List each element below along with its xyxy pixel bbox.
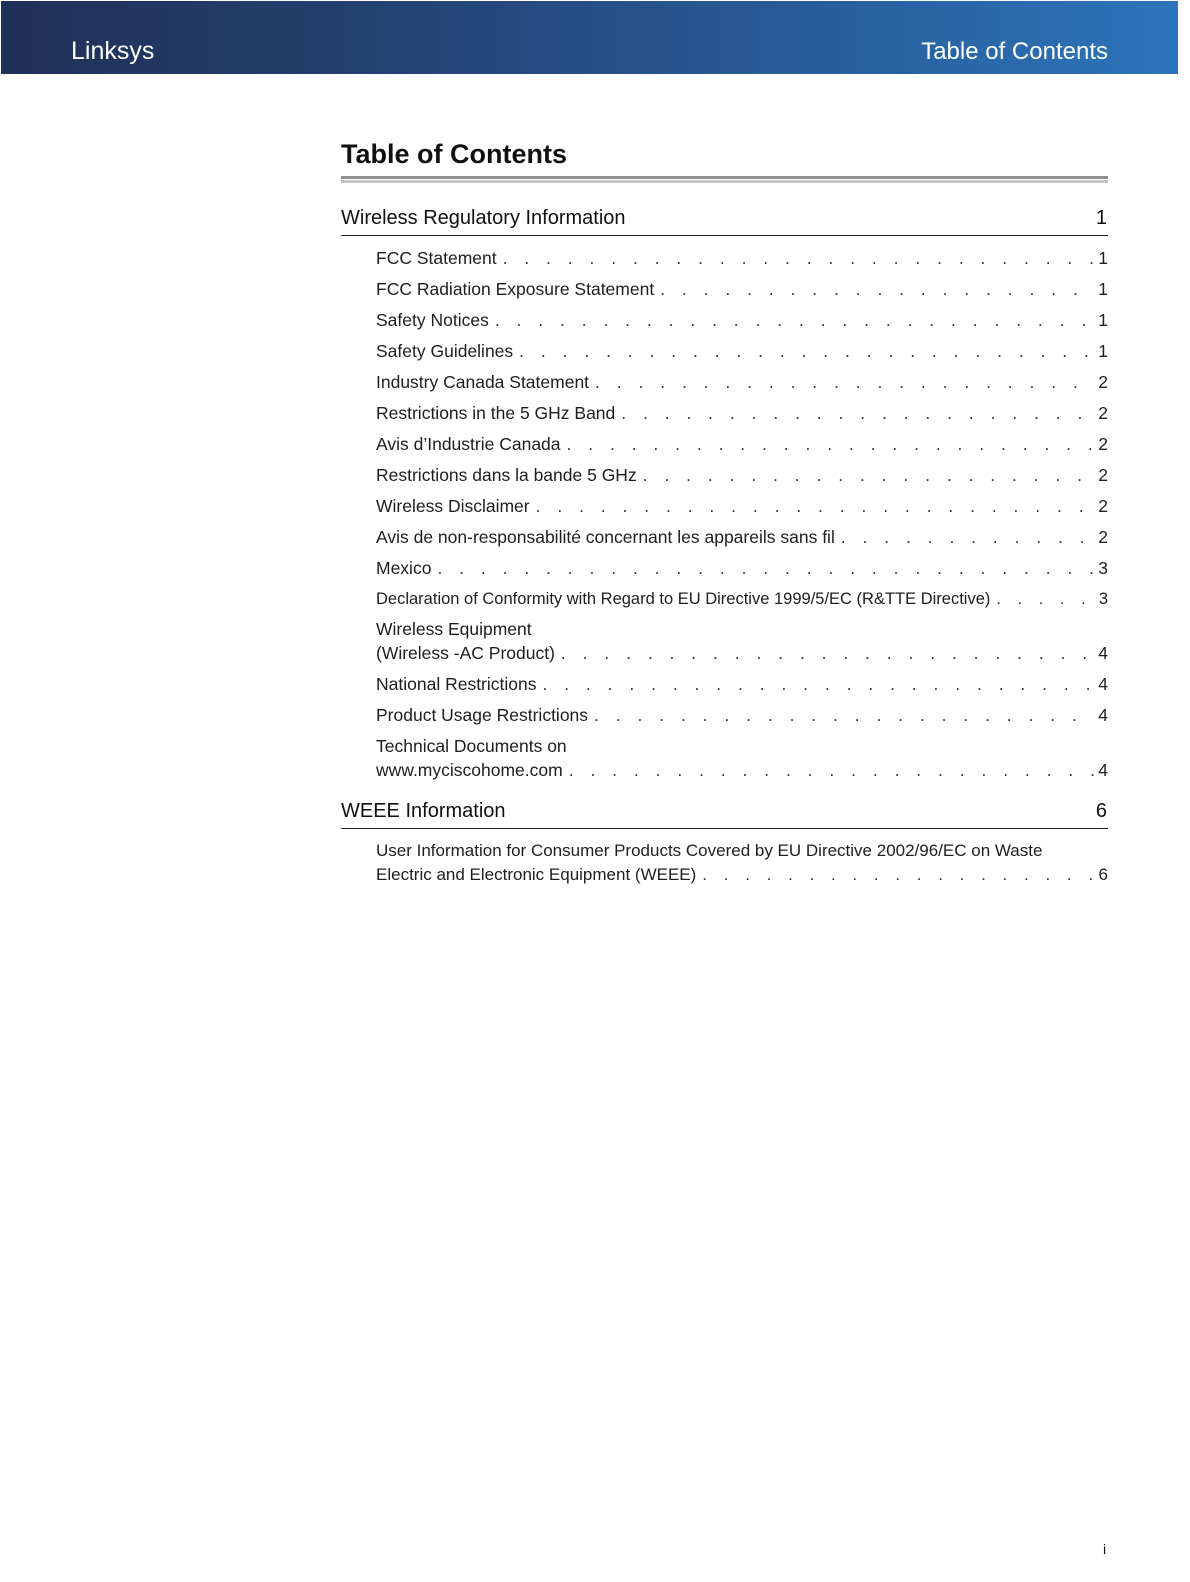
- header-title: Table of Contents: [921, 38, 1108, 65]
- toc-entry[interactable]: [376, 839, 1108, 887]
- dot-leader: [536, 494, 1095, 518]
- entry-title-line-1: User Information for Consumer Products Covered by EU Directive 2002/96/EC on Waste: [376, 841, 1043, 860]
- page-number: i: [1103, 1541, 1107, 1557]
- entry-title: Industry Canada Statement: [376, 372, 590, 392]
- entry-title: Safety Notices: [376, 310, 489, 330]
- entry-title: Avis d’Industrie Canada: [376, 434, 561, 454]
- toc-entry[interactable]: [376, 556, 1108, 580]
- entry-title-line-2: Electric and Electronic Equipment (WEEE): [376, 865, 697, 884]
- dot-leader: [567, 432, 1095, 456]
- brand-name: Linksys: [71, 37, 155, 65]
- page-header: [1, 1, 1178, 74]
- entry-title: Restrictions in the 5 GHz Band: [376, 403, 616, 423]
- dot-leader: [519, 339, 1094, 363]
- toc-entry[interactable]: [376, 339, 1108, 363]
- dot-leader: [841, 525, 1094, 549]
- entry-title-line-1: Technical Documents on: [376, 736, 567, 756]
- toc-section-heading[interactable]: [341, 793, 1108, 829]
- entry-title: Wireless Disclaimer: [376, 496, 530, 516]
- dot-leader: [569, 758, 1095, 782]
- entry-page-number: 4: [1098, 760, 1108, 780]
- entry-title: Declaration of Conformity with Regard to EU Directive 1999/5/EC (R&TTE Directive): [376, 590, 991, 608]
- toc-entry[interactable]: [376, 277, 1108, 301]
- section-title: Wireless Regulatory Information: [341, 207, 626, 229]
- toc-entry[interactable]: [376, 432, 1108, 456]
- entry-title-line-2: (Wireless -AC Product): [376, 643, 555, 663]
- entry-page-number: 2: [1098, 434, 1108, 454]
- toc-entry[interactable]: [376, 672, 1108, 696]
- entry-page-number: 2: [1098, 496, 1108, 516]
- entry-page-number: 4: [1098, 674, 1108, 694]
- entry-page-number: 1: [1098, 310, 1108, 330]
- toc-entry[interactable]: [376, 463, 1108, 487]
- dot-leader: [702, 863, 1094, 887]
- entry-page-number: 2: [1098, 372, 1108, 392]
- entry-title-line-1: Wireless Equipment: [376, 619, 532, 639]
- entry-title: Safety Guidelines: [376, 341, 514, 361]
- entry-page-number: 2: [1098, 527, 1108, 547]
- dot-leader: [561, 641, 1094, 665]
- title-rule: [341, 176, 1108, 183]
- toc-entry[interactable]: [376, 246, 1108, 270]
- entry-title: Avis de non-responsabilité concernant les appareils sans fil: [376, 527, 835, 547]
- toc-entry[interactable]: [376, 734, 1108, 782]
- dot-leader: [542, 672, 1094, 696]
- toc-entry[interactable]: [376, 370, 1108, 394]
- dot-leader: [996, 587, 1094, 611]
- entry-title-line-2: www.myciscohome.com: [376, 760, 563, 780]
- entry-page-number: 1: [1098, 248, 1108, 268]
- section-title: WEEE Information: [341, 800, 506, 822]
- dot-leader: [595, 370, 1094, 394]
- entry-page-number: 3: [1098, 590, 1108, 608]
- toc-entry[interactable]: [376, 525, 1108, 549]
- dot-leader: [437, 556, 1094, 580]
- entry-title: Mexico: [376, 558, 432, 578]
- entry-page-number: 3: [1098, 558, 1108, 578]
- dot-leader: [643, 463, 1095, 487]
- entry-title: FCC Statement: [376, 248, 497, 268]
- dot-leader: [495, 308, 1094, 332]
- dot-leader: [660, 277, 1094, 301]
- toc-entry[interactable]: [376, 587, 1108, 611]
- dot-leader: [503, 246, 1095, 270]
- entry-page-number: 2: [1098, 403, 1108, 423]
- toc-entry[interactable]: [376, 401, 1108, 425]
- toc-entry[interactable]: [376, 308, 1108, 332]
- toc-entry[interactable]: [376, 703, 1108, 727]
- section-page-number: 6: [1095, 800, 1107, 822]
- entry-title: FCC Radiation Exposure Statement: [376, 279, 655, 299]
- section-page-number: 1: [1095, 207, 1107, 229]
- entry-page-number: 1: [1098, 341, 1108, 361]
- entry-page-number: 6: [1098, 865, 1108, 884]
- entry-page-number: 4: [1098, 705, 1108, 725]
- dot-leader: [621, 401, 1094, 425]
- page-title: Table of Contents: [341, 139, 567, 169]
- entry-page-number: 1: [1098, 279, 1108, 299]
- entry-page-number: 2: [1098, 465, 1108, 485]
- entry-title: Restrictions dans la bande 5 GHz: [376, 465, 637, 485]
- toc-entry[interactable]: [376, 617, 1108, 665]
- entry-page-number: 4: [1098, 643, 1108, 663]
- dot-leader: [594, 703, 1094, 727]
- entry-title: National Restrictions: [376, 674, 537, 694]
- toc-entry[interactable]: [376, 494, 1108, 518]
- toc-section-heading[interactable]: [341, 200, 1108, 236]
- entry-title: Product Usage Restrictions: [376, 705, 589, 725]
